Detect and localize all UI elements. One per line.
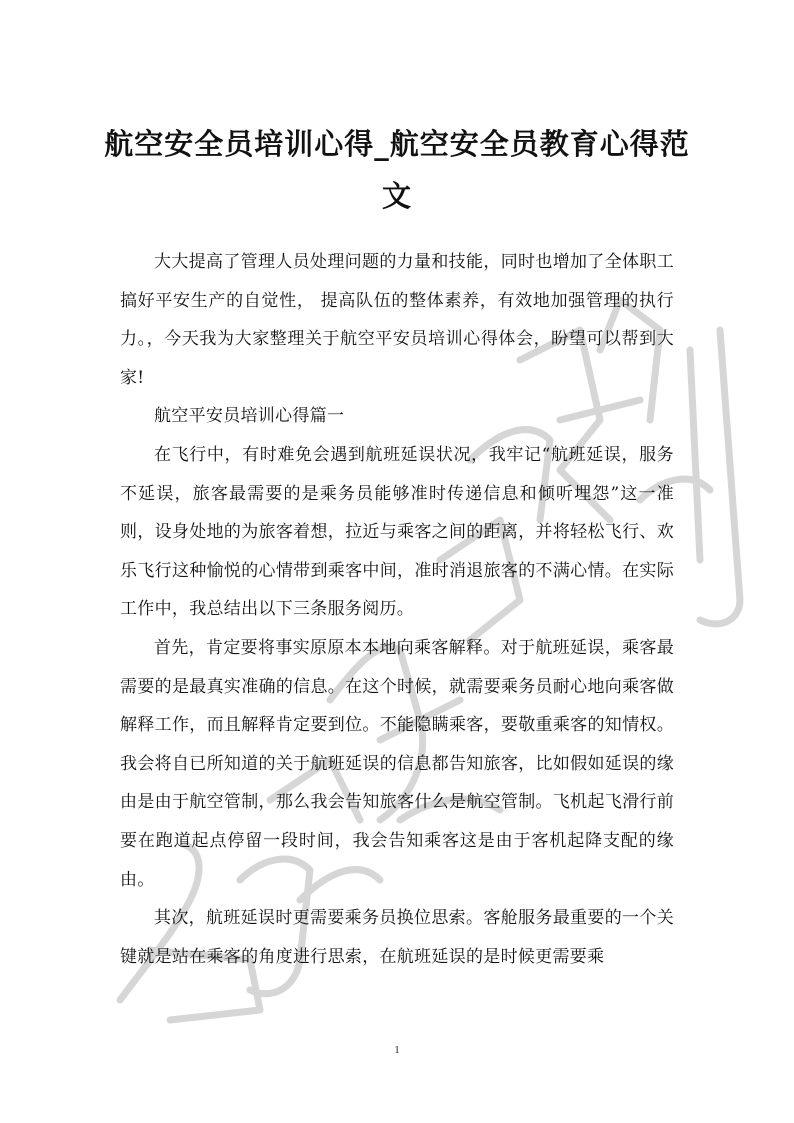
paragraph-first-point: 首先，肯定要将事实原原本本地向乘客解释。对于航班延误，乘客最需要的是最真实准确的信息。在这个时候，就需要乘务员耐心地向乘客做解释工作，而且解释肯定要到位。不能隐瞒乘客，要敬重乘客的知情权。我会将自已所知道的关于航班延误的信息都告知旅客，比如假如延误的缘由是由于航空管制，那么我会告知旅客什么是航空管制。飞机起飞滑行前要在跑道起点停留一段时间，我会告知乘客这是由于客机起降支配的缘由。 bbox=[120, 637, 674, 890]
document-body bbox=[120, 243, 674, 976]
document-title: 航空安全员培训心得_航空安全员教育心得范文 bbox=[104, 127, 690, 213]
watermark-stroke bbox=[700, 330, 740, 624]
paragraph-intro: 大大提高了管理人员处理问题的力量和技能，同时也增加了全体职工搞好平安生产的自觉性， 提高队伍的整体素养，有效地加强管理的执行力。，今天我为大家整理关于航空平安员培训心得体会，盼望可以帮到大家! bbox=[120, 252, 674, 388]
section-heading: 航空平安员培训心得篇一 bbox=[154, 406, 345, 427]
watermark-stroke bbox=[690, 350, 700, 560]
page-number: 1 bbox=[394, 1045, 400, 1056]
paragraph-second-point: 其次，航班延误时更需要乘务员换位思索。客舱服务最重要的一个关键就是站在乘客的角度进行思索，在航班延误的是时候更需要乘 bbox=[120, 908, 674, 967]
paragraph-delay-service: 在飞行中，有时难免会遇到航班延误状况，我牢记“航班延误，服务不延误，旅客最需要的是乘务员能够准时传递信息和倾听埋怨”这一准则，设身处地的为旅客着想，拉近与乘客之间的距离，并将轻松飞行、欢乐飞行这种愉悦的心情带到乘客中间，准时消退旅客的不满心情。在实际工作中，我总结出以下三条服务阅历。 bbox=[120, 444, 674, 620]
